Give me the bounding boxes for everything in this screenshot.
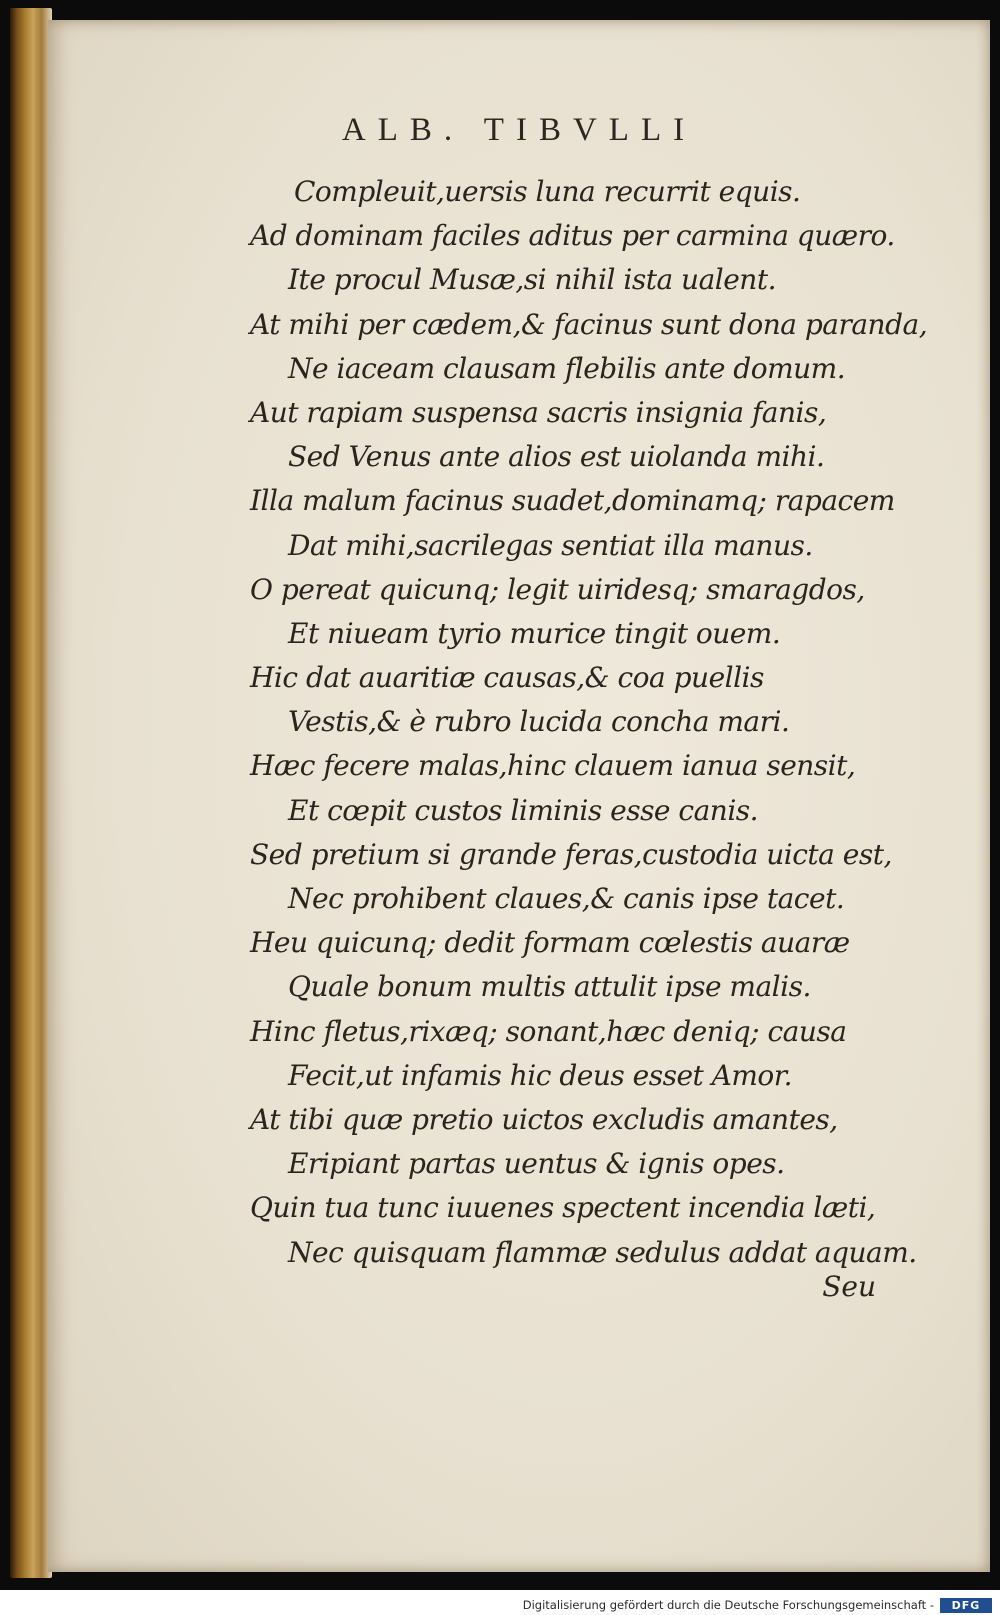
verse-line: Sed pretium si grande feras,custodia uicta est, (250, 837, 892, 871)
verse-line: Nec prohibent claues,& canis ipse tacet. (288, 882, 845, 915)
verse-line: Heu quicunq; dedit formam cœlestis auaræ (250, 926, 850, 960)
verse-line: Ad dominam faciles aditus per carmina quæro. (250, 219, 895, 253)
verse-line: At tibi quæ pretio uictos excludis amantes, (250, 1102, 838, 1136)
verse-line: Vestis,& è rubro lucida concha mari. (288, 705, 790, 739)
verse-line: Et niueam tyrio murice tingit ouem. (288, 616, 781, 650)
verse-line: Ne iaceam clausam flebilis ante domum. (288, 351, 846, 385)
verse-line: Illa malum facinus suadet,dominamq; rapacem (250, 484, 895, 518)
verse-line: Fecit,ut infamis hic deus esset Amor. (288, 1058, 792, 1092)
running-head: ALB. TIBVLLI (341, 112, 697, 148)
verse-line: Hæc fecere malas,hinc clauem ianua sensit, (250, 749, 856, 783)
verse-line: Dat mihi,sacrilegas sentiat illa manus. (288, 528, 813, 562)
verse-line: Quin tua tunc iuuenes spectent incendia læti, (250, 1191, 876, 1225)
dfg-logo: DFG (940, 1598, 992, 1613)
verse-line: At mihi per cædem,& facinus sunt dona paranda, (250, 307, 928, 341)
verse-line: Quale bonum multis attulit ipse malis. (288, 970, 811, 1004)
book-page (48, 20, 990, 1572)
verse-line: Nec quisquam flammæ sedulus addat aquam. (288, 1235, 917, 1269)
verse-line: O pereat quicunq; legit uiridesq; smaragdos, (250, 572, 865, 606)
verse-line: Hic dat auaritiæ causas,& coa puellis (250, 661, 764, 695)
verse-line: Aut rapiam suspensa sacris insignia fanis, (250, 395, 827, 429)
verse-line: Compleuit,uersis luna recurrit equis. (294, 175, 801, 208)
catchword: Seu (822, 1270, 876, 1303)
verse-line: Eripiant partas uentus & ignis opes. (288, 1147, 785, 1181)
verse-line: Et cœpit custos liminis esse canis. (288, 793, 759, 827)
verse-block (48, 170, 990, 1275)
funding-credit: Digitalisierung gefördert durch die Deutsche Forschungsgemeinschaft - (522, 1598, 934, 1612)
verse-line: Hinc fletus,rixæq; sonant,hæc deniq; causa (250, 1014, 847, 1048)
book-fore-edge (10, 8, 52, 1578)
verse-line: Ite procul Musæ,si nihil ista ualent. (288, 263, 776, 297)
verse-line: Sed Venus ante alios est uiolanda mihi. (288, 440, 825, 474)
